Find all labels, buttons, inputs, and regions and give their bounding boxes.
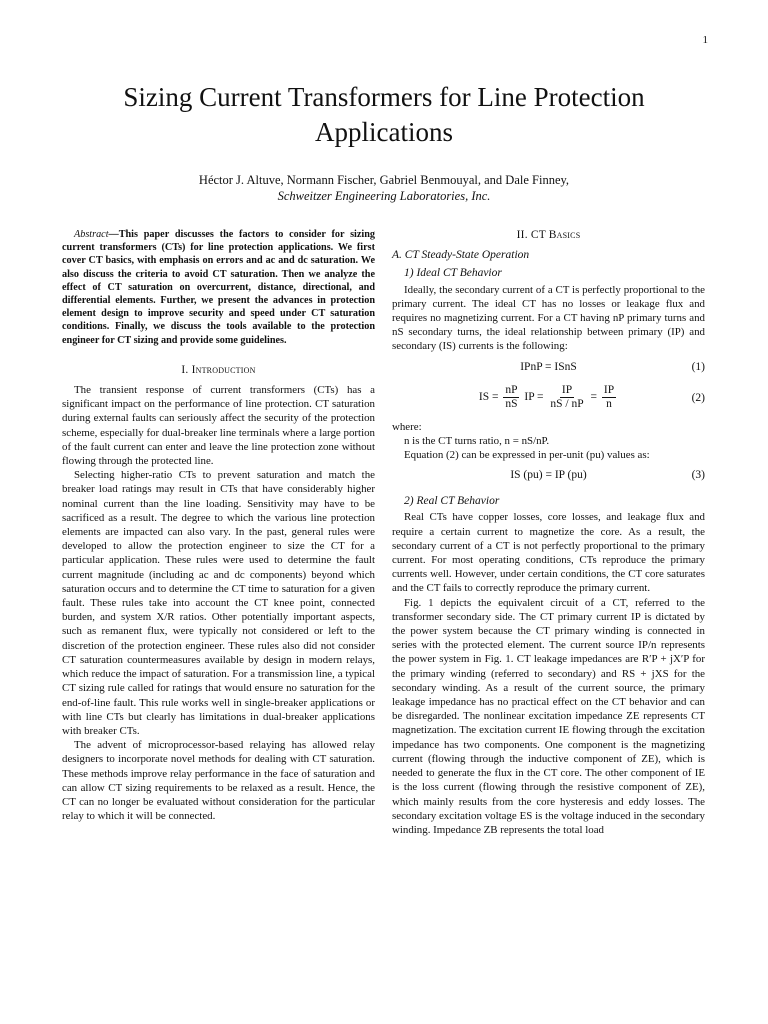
- equivalent-circuit-paragraph: Fig. 1 depicts the equivalent circuit of a CT, referred to the transformer secondary side. The CT primary current IP is dictated by the power system because the CT primary winding is connected in series with the protected element. The current source IP/n represents the power system in Fig. 1. CT leakage impedances are R′P + jX′P for the primary winding (referred to secondary) and RS + jXS for the secondary winding. As a result of the current source, the primary leakage impedance has no practical effect on the CT behavior and can be disregarded. The nonlinear excitation impedance ZE represents CT magnetization. The excitation current IE flowing through the excitation impedance has two components. One component is the magnetizing current (flowing through the inductive component of ZE), which is needed to generate the flux in the CT core. The other component of IE is the loss current (flowing through the resistive component of ZE), which mainly results from the core hysteresis and eddy losses. The secondary excitation voltage ES is the voltage induced in the secondary winding. Impedance ZB represents the total load: [392, 596, 705, 836]
- intro-paragraph: The advent of microprocessor-based relaying has allowed relay designers to incorporate novel methods for dealing with CT saturation. These methods improve relay performance in the face of saturation and can allow CT sizing requirements to be relaxed as a result. Hence, the CT can no longer be evaluated without consideration for the particular relay to which it will be connected.: [62, 739, 375, 823]
- page-number: 1: [702, 34, 708, 46]
- equation-2-fraction-2: [548, 384, 585, 411]
- equation-3: [392, 466, 705, 484]
- intro-paragraph: The transient response of current transformers (CTs) has a significant impact on the performance of line protection. CT saturation during external faults can seriously affect the security of the protection scheme, especially for dual-breaker line terminals where a large portion of the fault current can enter and leave the line protection zone without flowing through the protected line.: [62, 384, 375, 468]
- subsubsection-heading-real: 2) Real CT Behavior: [404, 495, 500, 508]
- right-column: [392, 228, 705, 837]
- fraction-denominator: nS: [505, 398, 518, 411]
- equation-1-number: (1): [691, 360, 705, 373]
- left-column: [62, 228, 375, 823]
- author-block: [60, 172, 708, 204]
- section-heading-introduction: I. Introduction: [181, 363, 256, 376]
- real-ct-paragraph: Real CTs have copper losses, core losses, and leakage flux and require a certain current to magnetize the core. As a result, the secondary current of a CT is not perfectly proportional to the primary current. For most operating conditions, CTs reproduce the primary currents well. However, under certain conditions, the CT core saturates and the CT fails to correctly reproduce the primary current.: [392, 511, 705, 595]
- equation-2-mid-1: IP =: [524, 391, 544, 404]
- where-label: where:: [392, 420, 422, 433]
- fraction-denominator: n: [606, 398, 612, 411]
- abstract-dash: —: [108, 229, 119, 240]
- equation-2-fraction-1: [503, 384, 519, 411]
- where-definition: n is the CT turns ratio, n = nS/nP.: [404, 434, 550, 447]
- subsubsection-heading-ideal: 1) Ideal CT Behavior: [404, 267, 502, 280]
- equation-2-number: (2): [691, 391, 705, 404]
- fraction-numerator: nP: [505, 384, 518, 397]
- fraction-denominator: nS / nP: [550, 398, 584, 411]
- affiliation: Schweitzer Engineering Laboratories, Inc.: [277, 189, 491, 203]
- intro-paragraph: Selecting higher-ratio CTs to prevent saturation and match the breaker load ratings may result in CTs that have considerably higher nominal current than the line loading. Sensitivity may have to be sacrificed as a result. The degree to which the various line protection elements are impacted can also vary. In the past, general rules were developed to allow the protection engineer to size the CT for a particular application. These rules were used to determine the fault current magnitude (including ac and dc components) beyond which saturation occurs and to determine the CT time to saturation for a given fault. These rules take into account the CT knee point, connected burden, and system X/R ratios. Other potentially important aspects, such as remanent flux, were typically not considered or left to the discretion of the protection engineer. These rules also did not consider CT saturation countermeasures available by design in modern relays, which reduce the impact of saturation. For a transmission line, a typical CT sizing rule called for ratings that would ensure no saturation for the end-of-line fault. This rule works well in single-breaker applications or with line CTs but clearly has limitations in dual-breaker applications with breaker CTs.: [62, 469, 375, 737]
- equation-2-fraction-3: [602, 384, 616, 411]
- per-unit-paragraph: Equation (2) can be expressed in per-unit (pu) values as:: [404, 449, 650, 462]
- equation-3-body: IS (pu) = IP (pu): [510, 469, 587, 482]
- equation-2: [392, 380, 705, 416]
- paper-title: Sizing Current Transformers for Line Protection Applications: [123, 82, 645, 147]
- abstract: [62, 228, 375, 347]
- author-list: Héctor J. Altuve, Normann Fischer, Gabriel Benmouyal, and Dale Finney,: [198, 173, 570, 187]
- equation-2-body: [479, 384, 618, 411]
- subsection-heading-steady-state: A. CT Steady-State Operation: [392, 249, 530, 262]
- fraction-numerator: IP: [561, 384, 573, 397]
- abstract-text: This paper discusses the factors to consider for sizing current transformers (CTs) for line protection applications. We first cover CT basics, with emphasis on errors and ac and dc saturation. We also discuss the criteria to avoid CT saturation. Then we analyze the effect of CT saturation on overcurrent, distance, directional, and differential elements. Further, we present the advances in protection element design to improve security and speed under CT saturation conditions. Finally, we discuss the tools available to the protection engineer for CT sizing and provide some guidelines.: [62, 229, 375, 346]
- equation-2-mid-2: =: [590, 391, 598, 404]
- section-heading-ct-basics: II. CT Basics: [516, 229, 581, 241]
- ideal-ct-paragraph: Ideally, the secondary current of a CT is perfectly proportional to the primary current. The ideal CT has no losses or leakage flux and requires no magnetizing current. For a CT having nP primary turns and nS secondary turns, the ideal relationship between primary (IP) and secondary (IS) currents is the following:: [392, 283, 705, 353]
- equation-1: [392, 358, 705, 376]
- fraction-numerator: IP: [603, 384, 615, 397]
- abstract-lead: Abstract: [74, 229, 109, 240]
- equation-1-body: IPnP = ISnS: [520, 360, 577, 373]
- equation-3-number: (3): [691, 469, 705, 482]
- equation-2-lhs: IS =: [478, 391, 499, 404]
